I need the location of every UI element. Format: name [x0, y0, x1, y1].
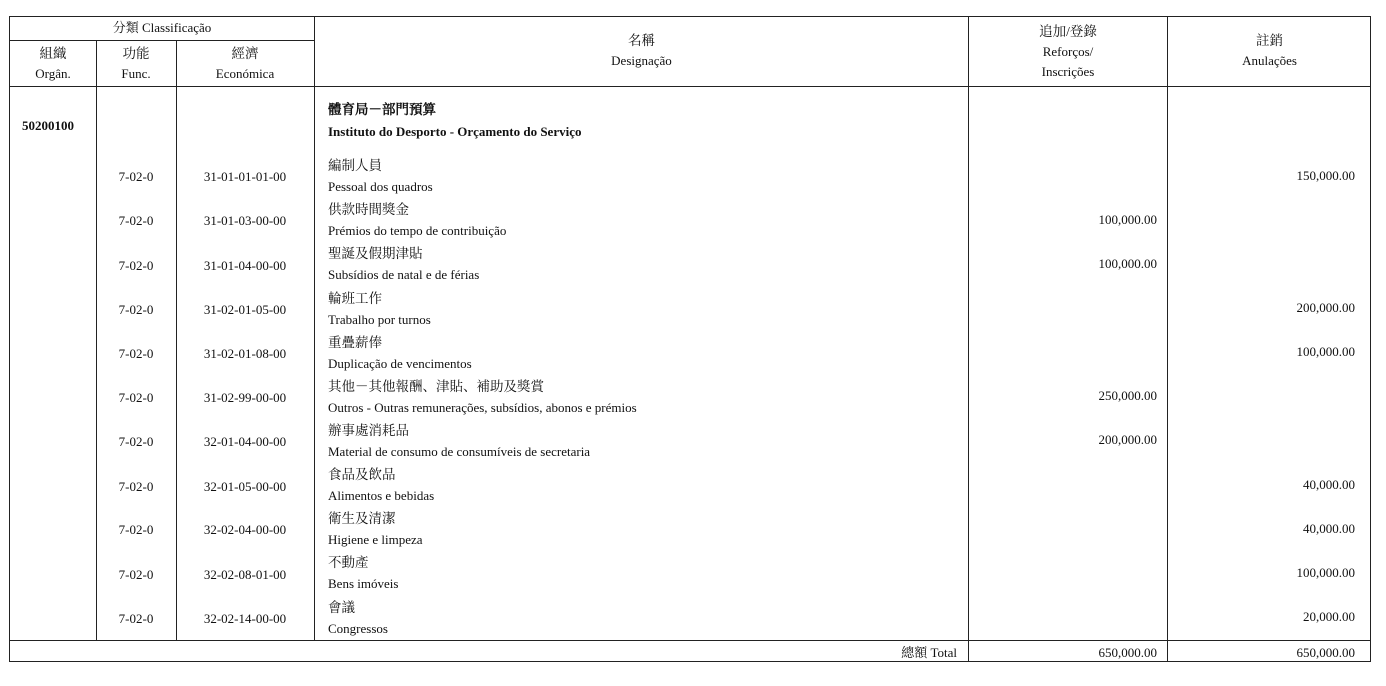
row-name-pt: Subsídios de natal e de férias — [328, 267, 480, 282]
row-econ: 31-02-01-05-00 — [203, 302, 287, 317]
total-anulacoes: 650,000.00 — [1296, 645, 1355, 660]
header-reinforce-pt2: Inscrições — [1041, 64, 1095, 79]
row-name-zh: 食品及飲品 — [328, 467, 396, 482]
col-divider-func — [176, 40, 177, 640]
row-func: 7-02-0 — [118, 390, 154, 405]
row-func: 7-02-0 — [118, 522, 154, 537]
row-name-zh: 輪班工作 — [328, 291, 382, 306]
header-org-pt: Orgân. — [35, 66, 71, 81]
header-name-pt: Designação — [611, 53, 672, 68]
section-org-code: 50200100 — [22, 118, 74, 133]
row-econ: 31-02-99-00-00 — [203, 390, 287, 405]
row-name-zh: 聖誕及假期津貼 — [328, 246, 423, 261]
row-name-zh: 供款時間獎金 — [328, 202, 409, 217]
header-classification: 分類 Classificação — [112, 20, 212, 35]
row-name-pt: Material de consumo de consumíveis de secretaria — [328, 444, 591, 459]
row-econ: 32-02-14-00-00 — [203, 611, 287, 626]
row-reforcos: 200,000.00 — [1098, 432, 1157, 447]
row-econ: 32-02-08-01-00 — [203, 567, 287, 582]
section-title-pt: Instituto do Desporto - Orçamento do Serviço — [328, 124, 582, 139]
row-name-zh: 編制人員 — [328, 158, 382, 173]
header-name-zh: 名稱 — [628, 33, 655, 48]
row-anulacoes: 200,000.00 — [1296, 300, 1355, 315]
row-func: 7-02-0 — [118, 434, 154, 449]
header-cancel-zh: 註銷 — [1256, 33, 1283, 48]
row-name-zh: 辦事處消耗品 — [328, 423, 409, 438]
row-func: 7-02-0 — [118, 611, 154, 626]
row-econ: 32-01-04-00-00 — [203, 434, 287, 449]
row-func: 7-02-0 — [118, 567, 154, 582]
row-anulacoes: 150,000.00 — [1296, 168, 1355, 183]
row-func: 7-02-0 — [118, 169, 154, 184]
row-name-zh: 不動產 — [328, 555, 369, 570]
total-reforcos: 650,000.00 — [1098, 645, 1157, 660]
row-func: 7-02-0 — [118, 479, 154, 494]
row-econ: 32-01-05-00-00 — [203, 479, 287, 494]
row-name-zh: 其他－其他報酬、津貼、補助及獎賞 — [328, 379, 544, 394]
header-reinforce-zh: 追加/登錄 — [1039, 24, 1097, 39]
header-cancel-pt: Anulações — [1242, 53, 1297, 68]
header-reinforce-pt1: Reforços/ — [1042, 44, 1094, 59]
header-econ-pt: Económica — [215, 66, 275, 81]
row-name-pt: Duplicação de vencimentos — [328, 356, 472, 371]
row-name-pt: Bens imóveis — [328, 576, 399, 591]
row-func: 7-02-0 — [118, 302, 154, 317]
row-econ: 31-01-03-00-00 — [203, 213, 287, 228]
col-divider-org — [96, 40, 97, 640]
total-label: 總額 Total — [901, 645, 957, 660]
row-reforcos: 250,000.00 — [1098, 388, 1157, 403]
total-top-line — [9, 640, 1371, 641]
row-anulacoes: 20,000.00 — [1303, 609, 1355, 624]
classification-underline — [9, 40, 315, 41]
col-divider-name — [968, 16, 969, 662]
row-econ: 31-01-04-00-00 — [203, 258, 287, 273]
row-anulacoes: 40,000.00 — [1303, 521, 1355, 536]
row-reforcos: 100,000.00 — [1098, 256, 1157, 271]
header-org-zh: 組織 — [39, 46, 67, 61]
header-econ-zh: 經濟 — [231, 46, 259, 61]
row-econ: 31-02-01-08-00 — [203, 346, 287, 361]
header-func-pt: Func. — [121, 66, 151, 81]
row-name-pt: Prémios do tempo de contribuição — [328, 223, 507, 238]
row-name-pt: Higiene e limpeza — [328, 532, 423, 547]
row-name-pt: Alimentos e bebidas — [328, 488, 435, 503]
row-name-zh: 重疊薪俸 — [328, 335, 382, 350]
row-name-pt: Pessoal dos quadros — [328, 179, 433, 194]
section-title-zh: 體育局－部門預算 — [328, 102, 436, 117]
header-bottom-line — [9, 86, 1371, 87]
header-func-zh: 功能 — [122, 46, 150, 61]
row-name-pt: Congressos — [328, 621, 388, 636]
row-func: 7-02-0 — [118, 213, 154, 228]
row-func: 7-02-0 — [118, 346, 154, 361]
row-anulacoes: 40,000.00 — [1303, 477, 1355, 492]
row-anulacoes: 100,000.00 — [1296, 344, 1355, 359]
row-econ: 31-01-01-01-00 — [203, 169, 287, 184]
row-anulacoes: 100,000.00 — [1296, 565, 1355, 580]
row-name-pt: Outros - Outras remunerações, subsídios, abonos e prémios — [328, 400, 637, 415]
row-func: 7-02-0 — [118, 258, 154, 273]
row-reforcos: 100,000.00 — [1098, 212, 1157, 227]
row-name-pt: Trabalho por turnos — [328, 312, 431, 327]
row-econ: 32-02-04-00-00 — [203, 522, 287, 537]
row-name-zh: 會議 — [328, 600, 355, 615]
row-name-zh: 衛生及清潔 — [328, 511, 396, 526]
col-divider-econ — [314, 16, 315, 640]
